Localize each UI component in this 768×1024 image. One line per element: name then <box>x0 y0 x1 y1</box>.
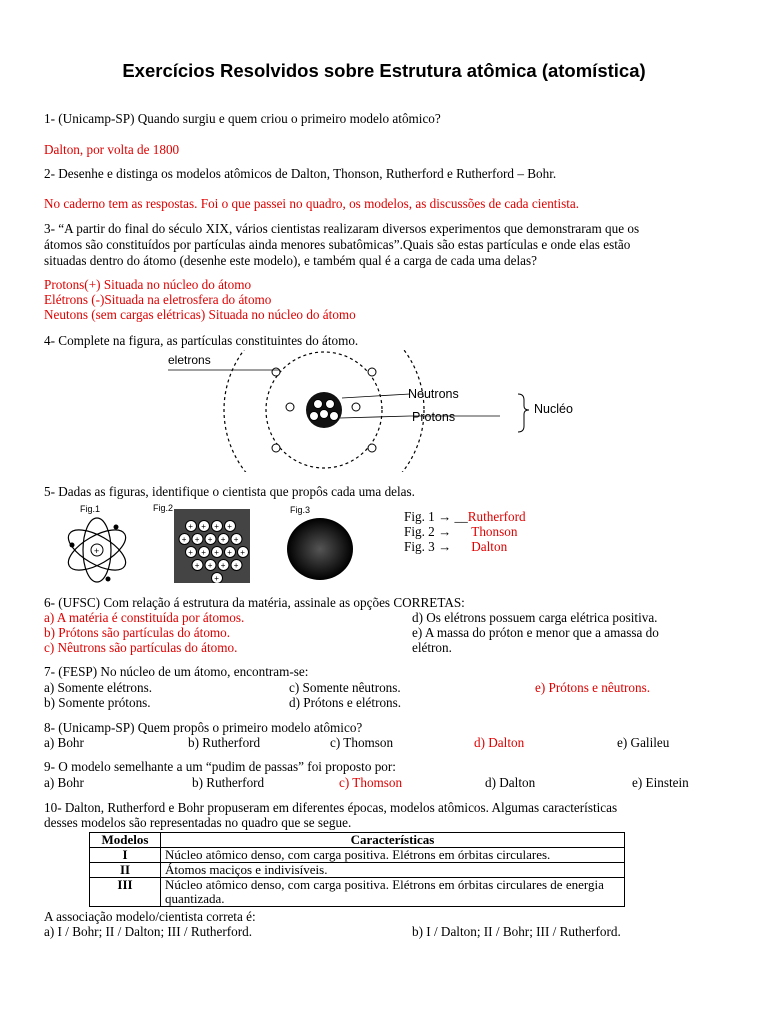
question-3-line-1: 3- “A partir do final do século XIX, vários cientistas realizaram diversos experimentos que demonstraram que os <box>44 221 640 236</box>
plum-charge: + <box>188 522 193 531</box>
answer-3-neutrons: Neutons (sem cargas elétricas) Situada no núcleo do átomo <box>44 307 356 322</box>
plum-charge: + <box>181 535 187 544</box>
option-6a: a) A matéria é constituída por átomos. <box>44 610 245 625</box>
option-8b: b) Rutherford <box>188 735 261 750</box>
option-7a: a) Somente elétrons. <box>44 680 153 695</box>
plum-charge: + <box>240 548 245 557</box>
association-prompt: A associação modelo/cientista correta é: <box>44 909 256 924</box>
fig3-caption: Fig.3 <box>290 505 311 515</box>
plum-charge: + <box>220 535 226 544</box>
fig1-rutherford-model <box>62 518 131 582</box>
question-3-line-2: átomos são constituídos por partículas ainda menores subatômicas”.Quais são estas partículas e onde elas estão <box>44 237 631 252</box>
label-electrons: eletrons <box>168 353 211 367</box>
option-7d: d) Prótons e elétrons. <box>289 695 402 710</box>
plum-charge: + <box>194 561 200 570</box>
answer-1: Dalton, por volta de 1800 <box>44 142 180 157</box>
plum-charge: + <box>214 522 219 531</box>
plum-charge: + <box>227 522 232 531</box>
fig3-answer: Dalton <box>471 539 508 554</box>
electron <box>272 444 280 452</box>
option-10a: a) I / Bohr; II / Dalton; III / Rutherford. <box>44 924 253 939</box>
question-7: 7- (FESP) No núcleo de um átomo, encontram-se: <box>44 664 309 679</box>
model-cell: I <box>90 848 161 863</box>
option-7b: b) Somente prótons. <box>44 695 151 710</box>
models-table <box>89 832 625 907</box>
question-8: 8- (Unicamp-SP) Quem propôs o primeiro modelo atômico? <box>44 720 363 735</box>
plum-background <box>174 509 250 583</box>
svg-text:+: + <box>94 546 100 556</box>
model-cell: II <box>90 863 161 878</box>
option-6e-line-1: e) A massa do próton e menor que a amassa do <box>412 625 659 640</box>
fig3-line <box>404 539 507 554</box>
page-title: Exercícios Resolvidos sobre Estrutura atômica (atomística) <box>122 60 646 81</box>
electron <box>272 368 280 376</box>
option-6e-line-2: elétron. <box>412 640 452 655</box>
plum-charge: + <box>201 548 206 557</box>
option-9c: c) Thomson <box>339 775 403 790</box>
electron <box>352 403 360 411</box>
fig1-answer: Rutherford <box>467 509 526 524</box>
feature-cell: Núcleo atômico denso, com carga positiva. Elétrons em órbitas circulares. <box>161 848 625 863</box>
fig3-dalton-model <box>287 518 353 580</box>
label-neutrons: Neutrons <box>408 387 459 401</box>
model-cell: III <box>90 878 161 907</box>
option-9e: e) Einstein <box>632 775 689 790</box>
fig2-label: Fig. 2 → <box>404 524 452 539</box>
option-9a: a) Bohr <box>44 775 84 790</box>
fig2-line <box>404 524 517 539</box>
question-10-line-1: 10- Dalton, Rutherford e Bohr propuseram em diferentes épocas, modelos atômicos. Algumas características <box>44 800 618 815</box>
option-6c: c) Nêutrons são partículas do átomo. <box>44 640 238 655</box>
fig2-thomson-model <box>174 509 250 583</box>
fig1-line <box>404 509 526 524</box>
feature-cell: Átomos maciços e indivisíveis. <box>161 863 625 878</box>
option-6b: b) Prótons são partículas do átomo. <box>44 625 231 640</box>
electron <box>286 403 294 411</box>
question-1: 1- (Unicamp-SP) Quando surgiu e quem criou o primeiro modelo atômico? <box>44 111 441 126</box>
feature-cell: Núcleo atômico denso, com carga positiva. Elétrons em órbitas circulares de energia quantizada. <box>161 878 625 907</box>
option-7e: e) Prótons e nêutrons. <box>535 680 651 695</box>
option-8e: e) Galileu <box>617 735 670 750</box>
fig2-caption: Fig.2 <box>153 503 174 513</box>
answer-3-electrons: Elétrons (-)Situada na eletrosfera do átomo <box>44 292 272 307</box>
option-10b: b) I / Dalton; II / Bohr; III / Rutherford. <box>412 924 621 939</box>
plum-charge: + <box>233 535 239 544</box>
atom-diagram <box>160 350 600 472</box>
option-8c: c) Thomson <box>330 735 394 750</box>
question-3-line-3: situadas dentro do átomo (desenhe este modelo), e também qual é a carga de cada uma delas? <box>44 253 537 268</box>
question-9: 9- O modelo semelhante a um “pudim de passas” foi proposto por: <box>44 759 396 774</box>
plum-charge: + <box>207 535 213 544</box>
plum-charge: + <box>194 535 200 544</box>
plum-charge: + <box>207 561 213 570</box>
figures-5 <box>50 503 390 583</box>
fig3-label: Fig. 3 → <box>404 539 452 554</box>
plum-charge: + <box>214 574 219 583</box>
option-9b: b) Rutherford <box>192 775 265 790</box>
plum-charge: + <box>233 561 239 570</box>
answer-2: No caderno tem as respostas. Foi o que passei no quadro, os modelos, as discussões de cada cientista. <box>44 196 580 211</box>
fig2-answer: Thonson <box>471 524 518 539</box>
plum-charge: + <box>188 548 193 557</box>
option-8a: a) Bohr <box>44 735 84 750</box>
electron <box>368 444 376 452</box>
fig1-caption: Fig.1 <box>80 504 101 514</box>
fig1-label: Fig. 1 → __ <box>404 509 468 524</box>
question-4: 4- Complete na figura, as partículas constituintes do átomo. <box>44 333 359 348</box>
option-8d: d) Dalton <box>474 735 525 750</box>
plum-charge: + <box>214 548 219 557</box>
table-row <box>90 848 625 863</box>
electron <box>368 368 376 376</box>
table-row <box>90 863 625 878</box>
plum-charge: + <box>201 522 206 531</box>
option-7c: c) Somente nêutrons. <box>289 680 401 695</box>
plum-charge: + <box>220 561 226 570</box>
question-2: 2- Desenhe e distinga os modelos atômicos de Dalton, Thonson, Rutherford e Rutherford – Bohr. <box>44 166 557 181</box>
option-9d: d) Dalton <box>485 775 536 790</box>
table-row <box>90 878 625 907</box>
option-6d: d) Os elétrons possuem carga elétrica positiva. <box>412 610 658 625</box>
table-header-row <box>90 833 625 848</box>
question-10-line-2: desses modelos são representadas no quadro que se segue. <box>44 815 352 830</box>
plum-charge: + <box>227 548 232 557</box>
label-protons: Protons <box>412 410 456 424</box>
question-6: 6- (UFSC) Com relação á estrutura da matéria, assinale as opções CORRETAS: <box>44 595 465 610</box>
label-nucleus: Nucléo <box>534 402 573 416</box>
question-5: 5- Dadas as figuras, identifique o cientista que propôs cada uma delas. <box>44 484 415 499</box>
answer-3-protons: Protons(+) Situada no núcleo do átomo <box>44 277 252 292</box>
header-features: Características <box>161 833 625 848</box>
header-models: Modelos <box>90 833 161 848</box>
